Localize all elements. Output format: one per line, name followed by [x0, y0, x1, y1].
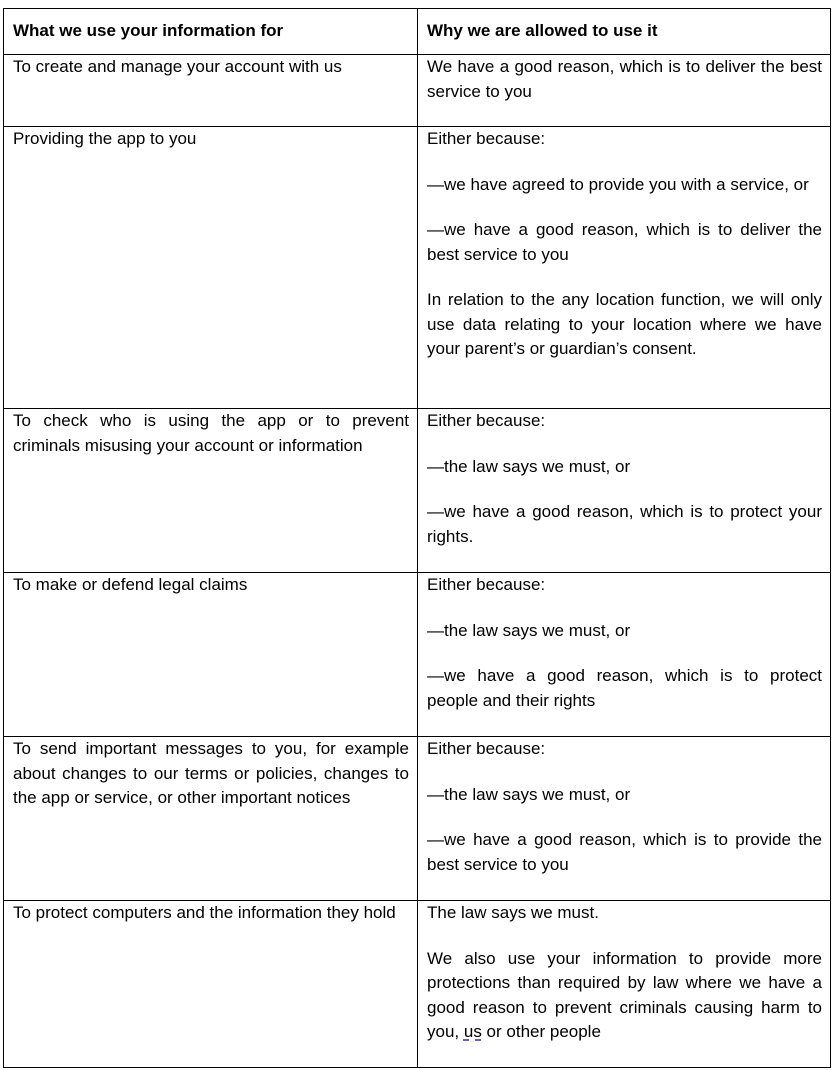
purpose-cell	[4, 127, 418, 409]
reason-text: Either because:	[427, 575, 546, 594]
purpose-cell	[4, 55, 418, 127]
legal-basis-table	[3, 8, 831, 1068]
reason-cell	[418, 127, 831, 409]
reason-cell	[418, 573, 831, 737]
purpose-cell	[4, 737, 418, 901]
reason-text: The law says we must.	[427, 903, 599, 922]
reason-cell	[418, 409, 831, 573]
purpose-cell	[4, 409, 418, 573]
reason-text: —the law says we must, or	[427, 620, 631, 640]
reason-text: —the law says we must, or	[427, 456, 631, 476]
purpose-text: To make or defend legal claims	[13, 575, 248, 594]
reason-text: —we have a good reason, which is to protect people and their rights	[427, 666, 822, 710]
purpose-cell	[4, 901, 418, 1068]
table-row	[4, 901, 831, 1068]
header-legal-basis: Why we are allowed to use it	[418, 9, 831, 55]
reason-cell	[418, 737, 831, 901]
table-row	[4, 737, 831, 901]
reason-text: —we have a good reason, which is to protect your rights.	[427, 502, 822, 546]
table-row	[4, 127, 831, 409]
table-row	[4, 55, 831, 127]
reason-cell	[418, 901, 831, 1068]
purpose-text: To check who is using the app or to prevent criminals misusing your account or information	[13, 411, 409, 455]
header-purpose: What we use your information for	[4, 9, 418, 55]
purpose-cell	[4, 573, 418, 737]
purpose-text: To create and manage your account with us	[13, 57, 342, 76]
reason-text: —we have a good reason, which is to provide the best service to you	[427, 830, 822, 874]
reason-text-part: We also use your information to provide more protections than required by law where we have a good reason to prevent criminals causing harm to you,	[427, 948, 822, 1041]
spellcheck-flagged-word[interactable]: us	[463, 1022, 482, 1041]
table-header-row	[4, 9, 831, 55]
reason-text: Either because:	[427, 739, 546, 758]
reason-text: —we have a good reason, which is to deliver the best service to you	[427, 220, 822, 264]
purpose-text: Providing the app to you	[13, 129, 197, 148]
reason-cell	[418, 55, 831, 127]
reason-text: In relation to the any location function, we will only use data relating to your location where we have your parent’s or guardian’s consent.	[427, 290, 822, 358]
reason-text	[427, 947, 822, 1045]
table-row	[4, 409, 831, 573]
purpose-text: To send important messages to you, for example about changes to our terms or policies, changes to the app or service, or other important notices	[13, 739, 409, 807]
reason-text: We have a good reason, which is to deliver the best service to you	[427, 57, 822, 101]
table-row	[4, 573, 831, 737]
reason-text: Either because:	[427, 411, 546, 430]
reason-text: Either because:	[427, 129, 546, 148]
reason-text: —the law says we must, or	[427, 784, 631, 804]
reason-text-part: or other people	[481, 1022, 601, 1041]
purpose-text: To protect computers and the information they hold	[13, 903, 396, 922]
reason-text: —we have agreed to provide you with a service, or	[427, 174, 809, 194]
